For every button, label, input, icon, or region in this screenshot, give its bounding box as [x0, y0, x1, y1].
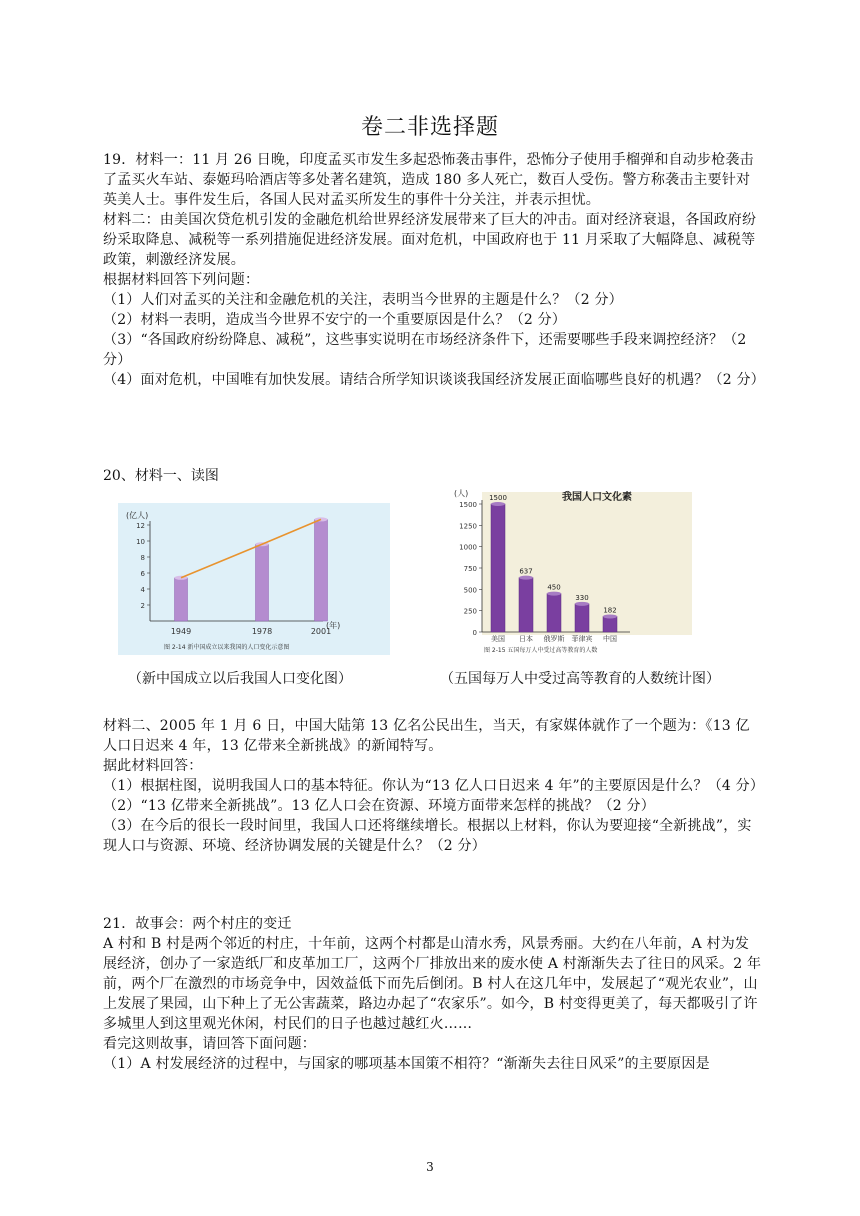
q19-sub-1: （1）人们对孟买的关注和金融危机的关注，表明当今世界的主题是什么？（2 分）	[103, 292, 623, 308]
data-label: 1500	[489, 494, 507, 502]
data-label: 637	[519, 567, 533, 576]
chart-title: 我国人口文化素	[562, 492, 632, 503]
x-tick-label: 俄罗斯	[543, 635, 565, 643]
q20-material-2: 材料二、2005 年 1 月 6 日，中国大陆第 13 亿名公民出生，当天，有家媒体就作了一个题为：《13 亿人口日迟来 4 年，13 亿带来全新挑战》的新闻特写。	[103, 718, 750, 754]
x-tick-label: 菲律宾	[571, 635, 593, 643]
y-tick-label: 12	[136, 522, 145, 530]
figure-caption: 图 2-14 新中国成立以来我国的人口变化示意图	[164, 644, 290, 651]
x-tick-label: 1949	[170, 627, 192, 636]
q19-material-2: 材料二：由美国次贷危机引发的金融危机给世界经济发展带来了巨大的冲击。面对经济衰退，各国政府纷纷采取降息、减税等一系列措施促进经济发展。面对危机，中国政府也于 11 月采取了大幅降息、减税等政策，刺激经济发展。	[103, 212, 757, 268]
bar-top	[575, 602, 589, 606]
y-tick-label: 250	[463, 607, 477, 616]
education-chart-svg	[450, 482, 698, 658]
population-bar	[315, 519, 328, 621]
q20-prompt: 据此材料回答：	[103, 758, 203, 774]
q20-sub-3: （3）在今后的很长一段时间里，我国人口还将继续增长。根据以上材料，你认为要迎接“全新挑战”，实现人口与资源、环境、经济协调发展的关键是什么？（2 分）	[103, 818, 752, 854]
q21-story: A 村和 B 村是两个邻近的村庄，十年前，这两个村都是山清水秀，风景秀丽。大约在八年前，A 村为发展经济，创办了一家造纸厂和皮革加工厂，这两个厂排放出来的废水使 A 村渐渐失去了往日的风采。2 年前，两个厂在激烈的市场竞争中，因效益低下而先后倒闭。B 村人在这几年中，发展起了“观光农业”，山上发展了果园，山下种上了无公害蔬菜，路边办起了“农家乐”。如今，B 村变得更美了，每天都吸引了许多城里人到这里观光休闲，村民们的日子也越过越红火……	[103, 936, 762, 1032]
bar-top	[491, 502, 505, 506]
y-tick-label: 1000	[459, 543, 477, 552]
population-bar	[175, 578, 188, 621]
population-change-chart	[118, 503, 390, 655]
q20-heading: 20、材料一、读图	[103, 468, 219, 484]
q21-heading: 21．故事会：两个村庄的变迁	[103, 916, 292, 932]
data-label: 330	[575, 593, 589, 602]
bar-top	[519, 576, 533, 580]
y-tick-label: 1500	[459, 501, 477, 509]
y-axis-unit: (人)	[454, 489, 469, 498]
y-tick-label: 8	[140, 554, 145, 562]
y-tick-label: 10	[136, 538, 145, 546]
caption-right: （五国每万人中受过高等教育的人数统计图）	[440, 671, 720, 687]
y-tick-label: 4	[140, 586, 145, 594]
education-bar	[519, 578, 533, 632]
figure-caption: 图 2-15 五国每万人中受过高等教育的人数	[484, 647, 598, 654]
question-20-text	[103, 716, 763, 856]
x-axis-unit: (年)	[326, 621, 341, 630]
x-tick-label: 中国	[603, 635, 617, 643]
x-tick-label: 2001	[310, 627, 332, 636]
population-bar	[256, 544, 269, 621]
q19-sub-3: （3）“各国政府纷纷降息、减税”，这些事实说明在市场经济条件下，还需要哪些手段来调控经济？（2 分）	[103, 332, 747, 368]
y-axis-unit: (亿人)	[126, 511, 149, 520]
q20-sub-1: （1）根据柱图，说明我国人口的基本特征。你认为“13 亿人口日迟来 4 年”的主要原因是什么？（4 分）	[103, 778, 765, 794]
question-19	[103, 150, 763, 390]
y-tick-label: 6	[140, 570, 145, 578]
bar-top	[603, 614, 617, 618]
education-bar	[491, 504, 505, 632]
page-number: 3	[426, 1160, 434, 1174]
caption-left: （新中国成立以后我国人口变化图）	[128, 671, 352, 687]
x-tick-label: 1978	[251, 627, 273, 636]
x-tick-label: 日本	[519, 635, 533, 643]
y-tick-label: 1250	[459, 522, 477, 531]
education-bar	[603, 616, 617, 632]
q20-sub-2: （2）“13 亿带来全新挑战”。13 亿人口会在资源、环境方面带来怎样的挑战？（2 分）	[103, 798, 655, 814]
q19-material-1: 19．材料一：11 月 26 日晚，印度孟买市发生多起恐怖袭击事件，恐怖分子使用手榴弹和自动步枪袭击了孟买火车站、泰姬玛哈酒店等多处著名建筑，造成 180 多人死亡，数百人受伤。警方称袭击主要针对英美人士。事件发生后，各国人民对孟买所发生的事件十分关注，并表示担忧。	[103, 152, 754, 208]
bar-top	[547, 592, 561, 596]
y-tick-label: 0	[472, 629, 477, 637]
data-label: 182	[603, 606, 617, 615]
q21-sub-1: （1）A 村发展经济的过程中，与国家的哪项基本国策不相符？“渐渐失去往日风采”的主要原因是	[103, 1056, 710, 1072]
data-label: 450	[547, 583, 561, 592]
q21-prompt: 看完这则故事，请回答下面问题：	[103, 1036, 316, 1052]
q19-prompt: 根据材料回答下列问题：	[103, 272, 260, 288]
section-title: 卷二非选择题	[360, 115, 499, 140]
q19-sub-4: （4）面对危机，中国唯有加快发展。请结合所学知识谈谈我国经济发展正面临哪些良好的机遇？（2 分）	[103, 372, 765, 388]
q19-sub-2: （2）材料一表明，造成当今世界不安宁的一个重要原因是什么？（2 分）	[103, 312, 567, 328]
y-tick-label: 750	[463, 565, 477, 573]
y-tick-label: 2	[140, 602, 145, 610]
x-tick-label: 美国	[491, 635, 505, 643]
population-chart-svg	[118, 503, 390, 655]
question-21	[103, 914, 763, 1074]
education-bar	[575, 604, 589, 632]
higher-education-chart	[450, 482, 698, 658]
education-bar	[547, 594, 561, 632]
y-tick-label: 500	[463, 586, 477, 595]
